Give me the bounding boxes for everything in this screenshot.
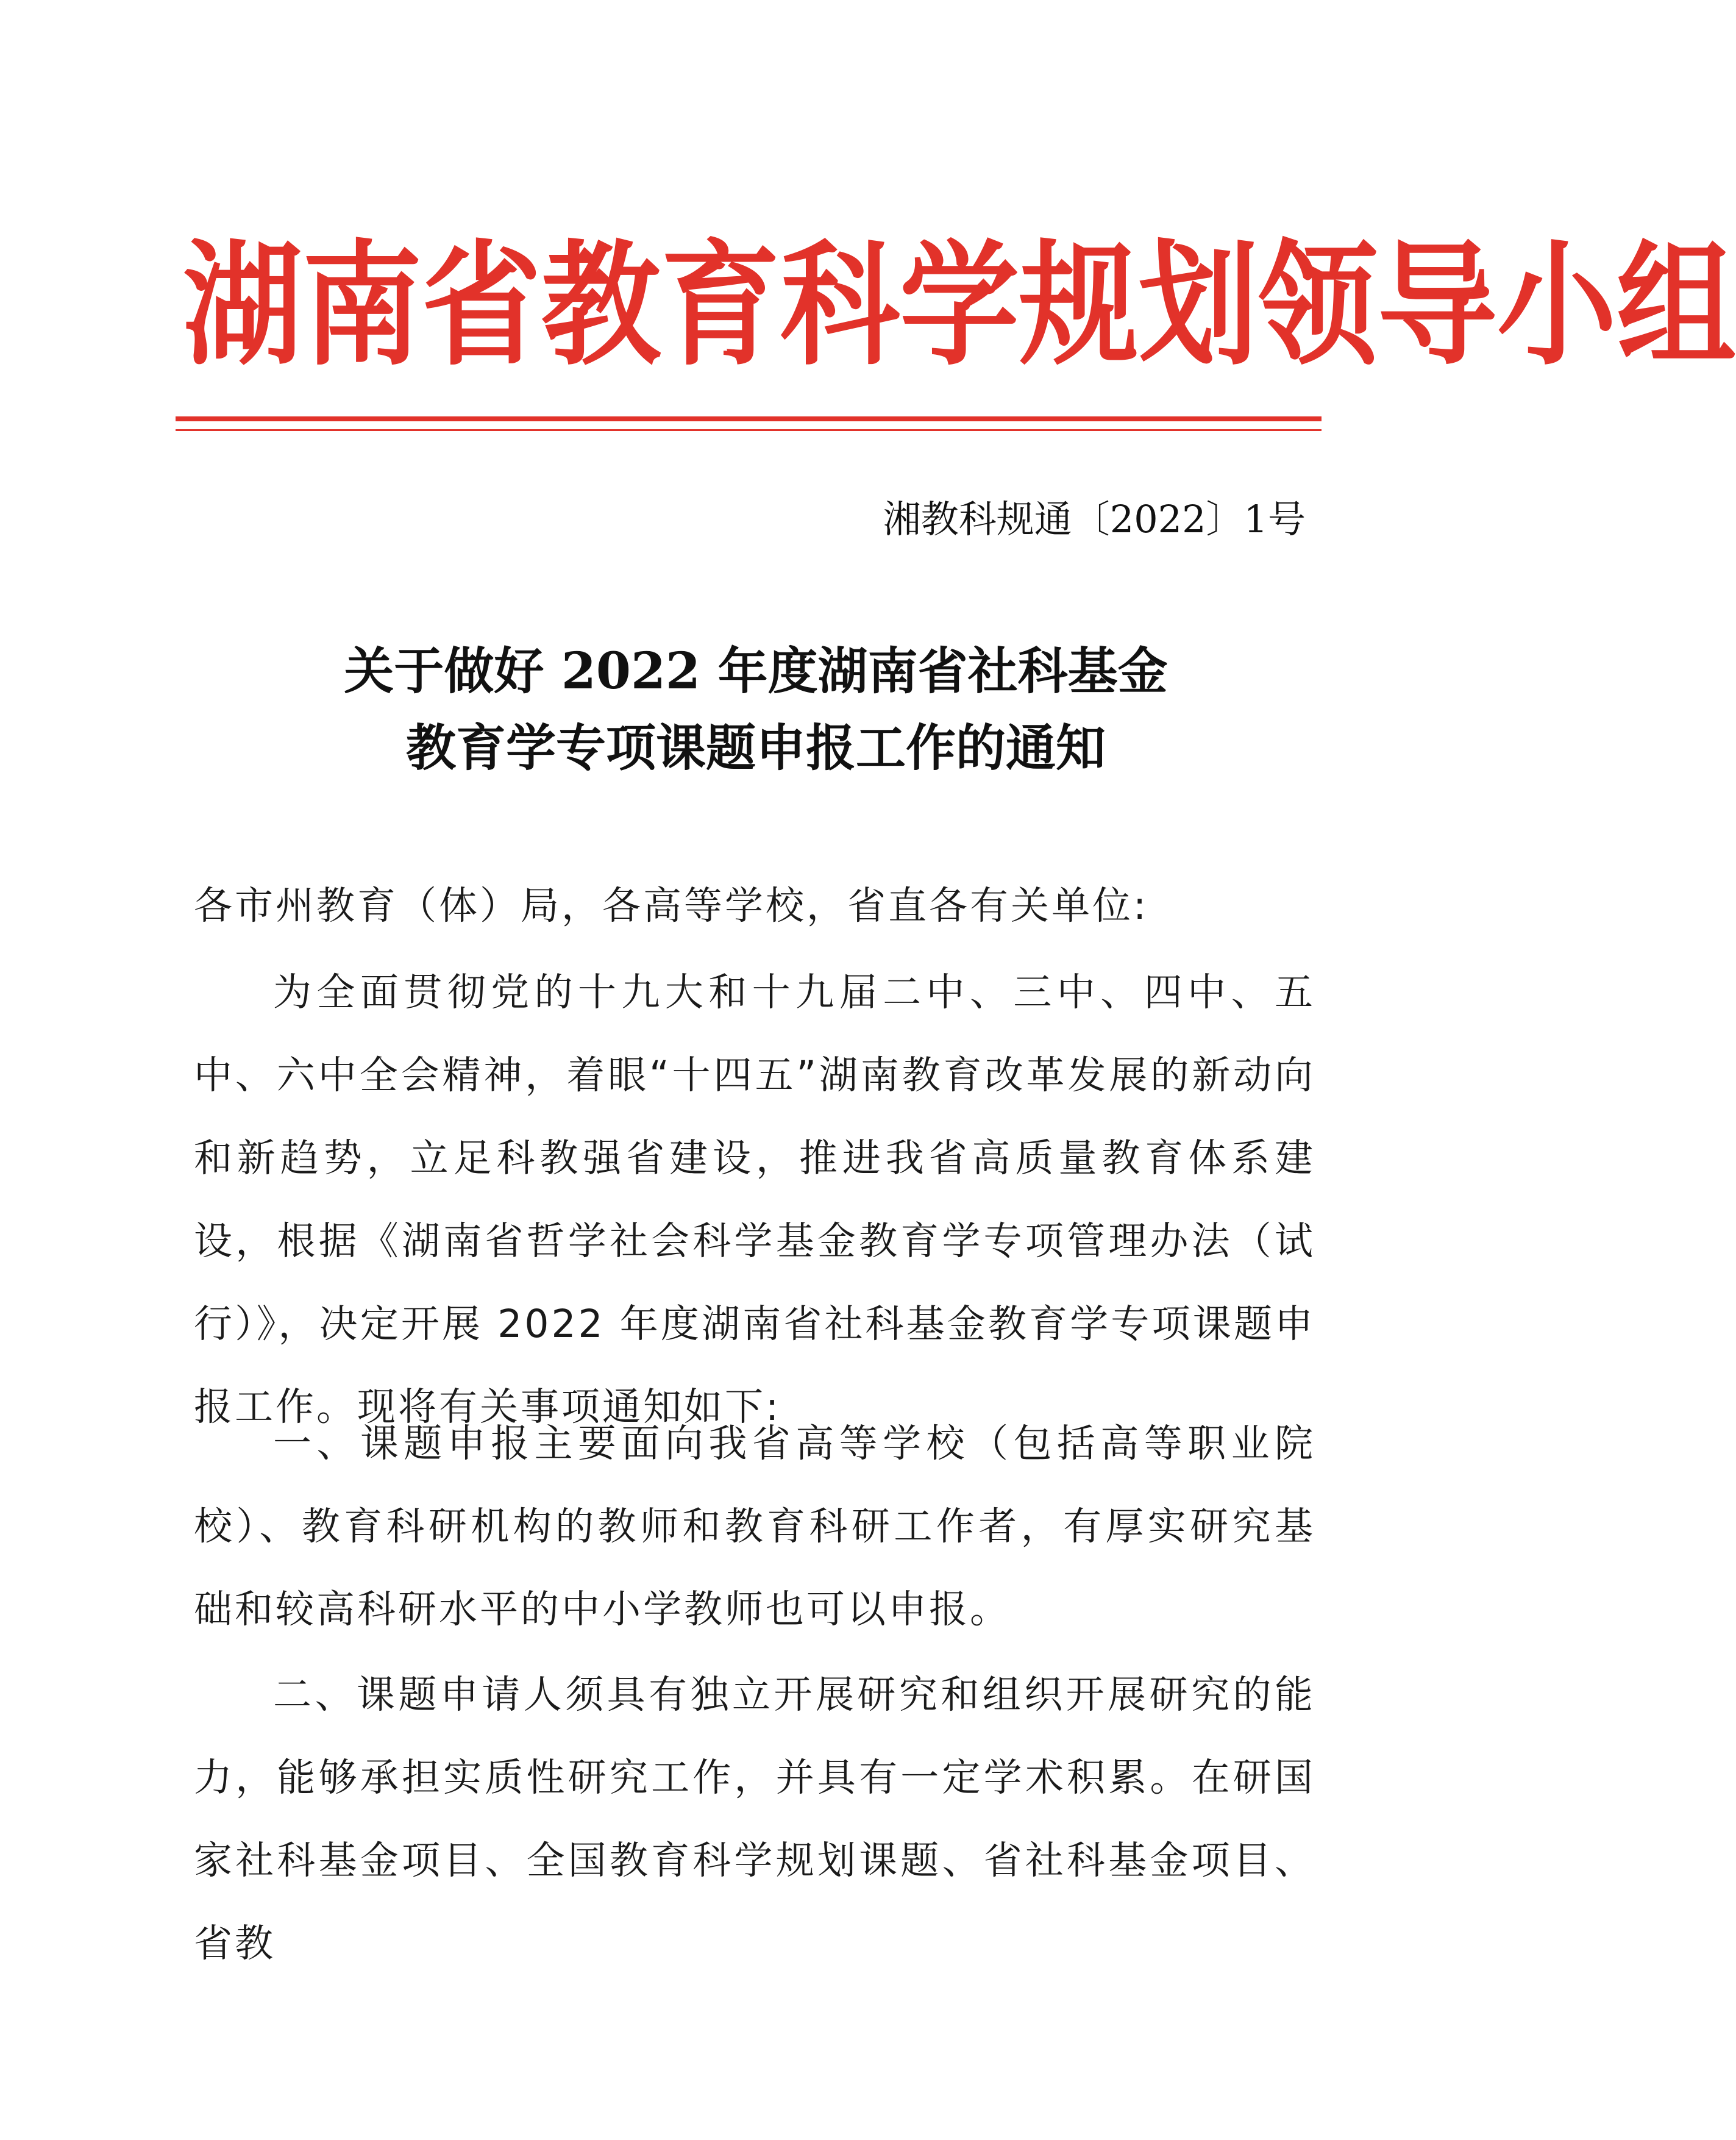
body-paragraph-intro: 为全面贯彻党的十九大和十九届二中、三中、四中、五中、六中全会精神，着眼“十四五”湖南教育改革发展的新动向和新趋势，立足科教强省建设，推进我省高质量教育体系建设，根据《湖南省哲学社会科学基金教育学专项管理办法（试行）》，决定开展 2022 年度湖南省社科基金教育学专项课题申报工作。现将有关事项通知如下: xyxy=(194,970,1315,1429)
document-title-line-1: 关于做好 2022 年度湖南省社科基金 xyxy=(344,642,1168,701)
body-paragraph-item-2: 二、课题申请人须具有独立开展研究和组织开展研究的能力，能够承担实质性研究工作，并具有一定学术积累。在研国家社科基金项目、全国教育科学规划课题、省社科基金项目、省教 xyxy=(194,1672,1315,1966)
document-title-line-2: 教育学专项课题申报工作的通知 xyxy=(405,719,1106,777)
salutation: 各市州教育（体）局，各高等学校，省直各有关单位: xyxy=(194,883,1149,928)
document-number: 湘教科规通〔2022〕1号 xyxy=(883,497,1306,541)
issuing-organization-header: 湖南省教育科学规划领导小组 xyxy=(183,228,1736,384)
body-paragraph-item-1: 一、课题申报主要面向我省高等学校（包括高等职业院校）、教育科研机构的教师和教育科研工作者，有厚实研究基础和较高科研水平的中小学教师也可以申报。 xyxy=(194,1421,1315,1632)
red-header-rule-thick xyxy=(176,416,1322,421)
red-header-rule-thin xyxy=(176,429,1322,431)
